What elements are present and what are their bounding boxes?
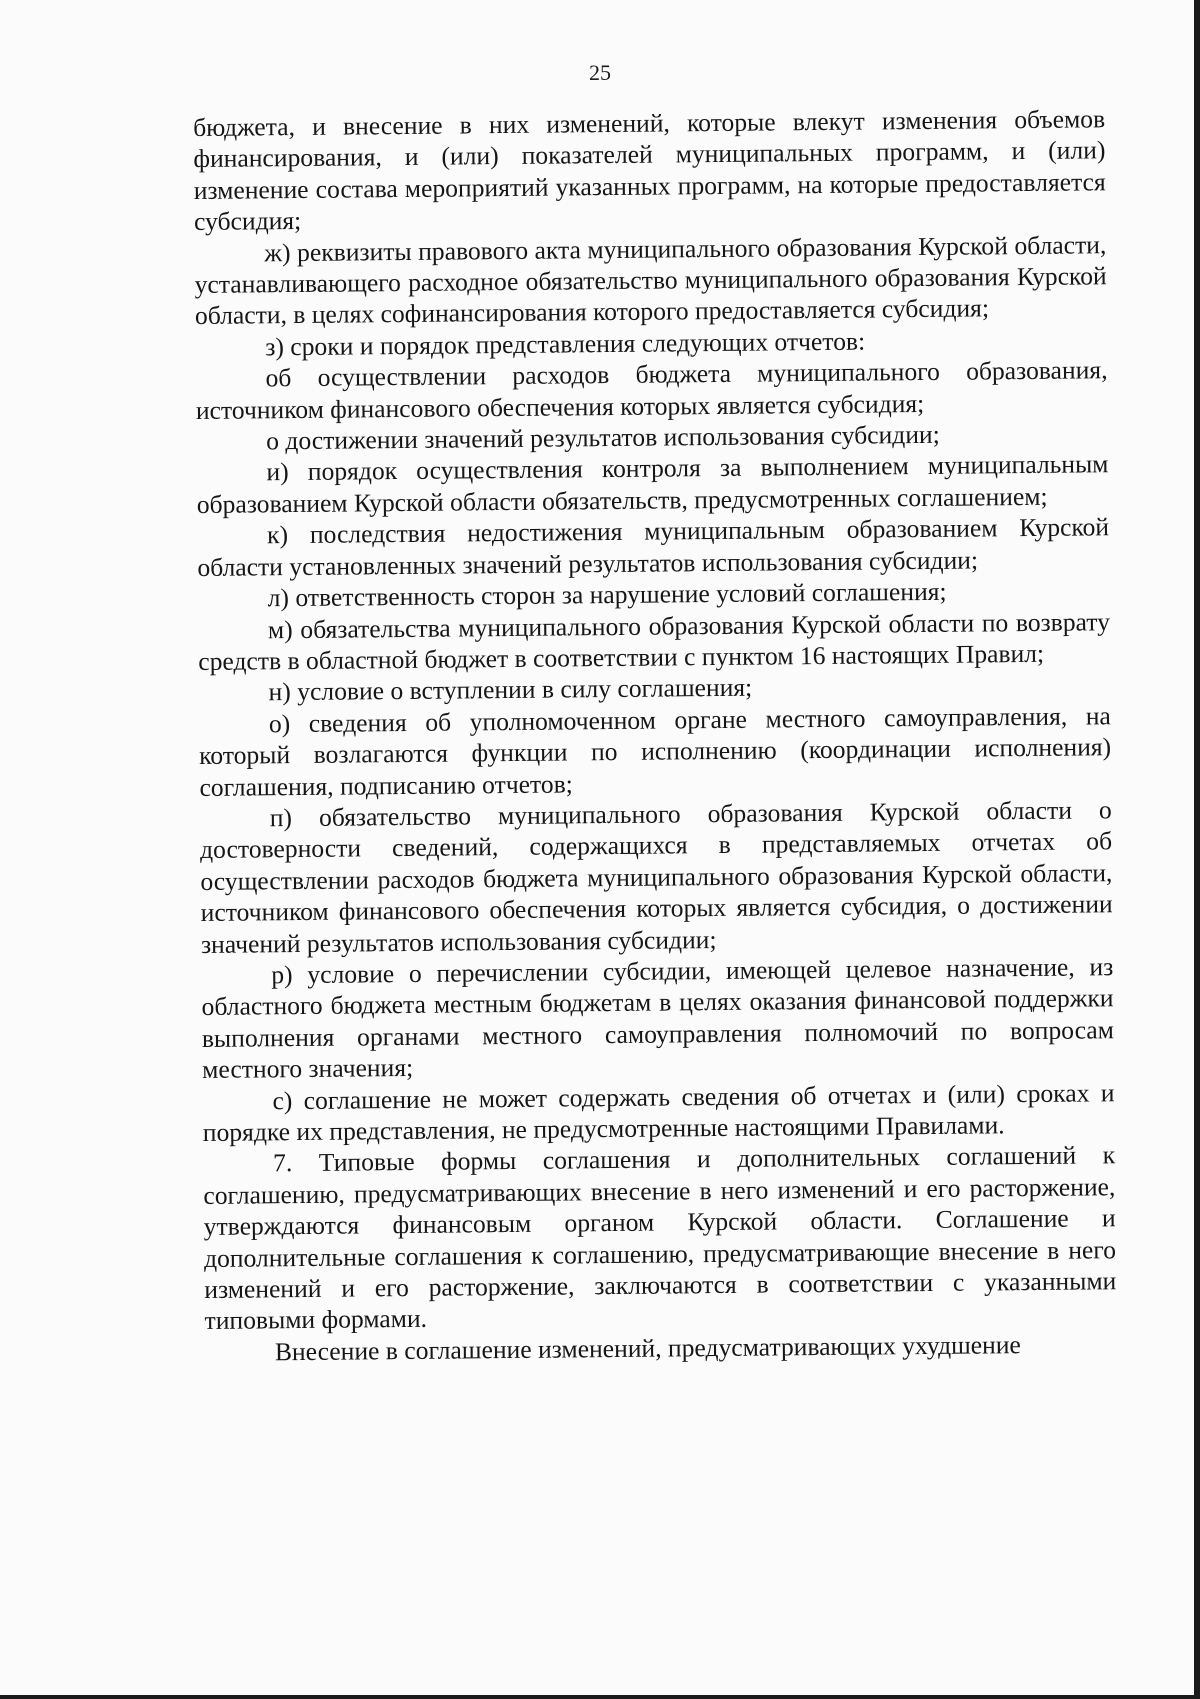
page-number: 25 [589, 60, 611, 85]
paragraph: к) последствия недостижения муниципальным образованием Курской области установленных значений результатов использования субсидии; [197, 512, 1110, 582]
paragraph: об осуществлении расходов бюджета муниципального образования, источником финансового обеспечения которых является субсидия; [195, 355, 1108, 425]
paragraph: п) обязательство муниципального образования Курской области о достоверности сведений, содержащихся в представляемых отчетах об осуществлении расходов бюджета муниципального образования Курской области, источником финансового обеспечения которых является субсидия, о достижении значений результатов использования субсидии; [199, 795, 1113, 959]
paragraph: и) порядок осуществления контроля за выполнением муниципальным образованием Курской области обязательств, предусмотренных соглашением; [196, 449, 1109, 519]
paragraph: ж) реквизиты правового акта муниципального образования Курской области, устанавливающего расходное обязательство муниципального образования Курской области, в целях софинансирования которого предоставляется субсидия; [194, 229, 1107, 331]
paragraph: Внесение в соглашение изменений, предусматривающих ухудшение [274, 1329, 1021, 1367]
paragraph: о) сведения об уполномоченном органе местного самоуправления, на который возлагаются функции по исполнению (координации исполнения) соглашения, подписанию отчетов; [199, 700, 1112, 802]
paragraph: о достижении значений результатов использования субсидии; [266, 419, 940, 456]
paragraph: р) условие о перечислении субсидии, имеющей целевое назначение, из областного бюджета местным бюджетам в целях оказания финансовой поддержки выполнения органами местного самоуправления полномочий по вопросам местного значения; [201, 952, 1114, 1085]
paragraph: м) обязательства муниципального образования Курской области по возврату средств в областной бюджет в соответствии с пунктом 16 настоящих Правил; [198, 606, 1111, 676]
paragraph: с) соглашение не может содержать сведения об отчетах и (или) сроках и порядке их представления, не предусмотренные настоящими Правилами. [202, 1077, 1115, 1147]
paragraph: бюджета, и внесение в них изменений, которые влекут изменения объемов финансирования, и (или) показателей муниципальных программ, и (или) изменение состава мероприятий указанных программ, на которые предоставляется субсидия; [193, 104, 1106, 237]
paragraph: з) сроки и порядок представления следующих отчетов: [265, 326, 866, 362]
paragraph: 7. Типовые формы соглашения и дополнительных соглашений к соглашению, предусматривающих внесение в него изменений и его расторжение, утверждаются финансовым органом Курской области. Соглашение и дополнительные соглашения к соглашению, предусматривающие внесение в него изменений и его расторжение, заключаются в соответствии с указанными типовыми формами. [203, 1140, 1117, 1336]
paragraph: л) ответственность сторон за нарушение условий соглашения; [267, 576, 947, 613]
paragraph: н) условие о вступлении в силу соглашения; [268, 672, 753, 707]
document-body [193, 103, 1117, 1368]
